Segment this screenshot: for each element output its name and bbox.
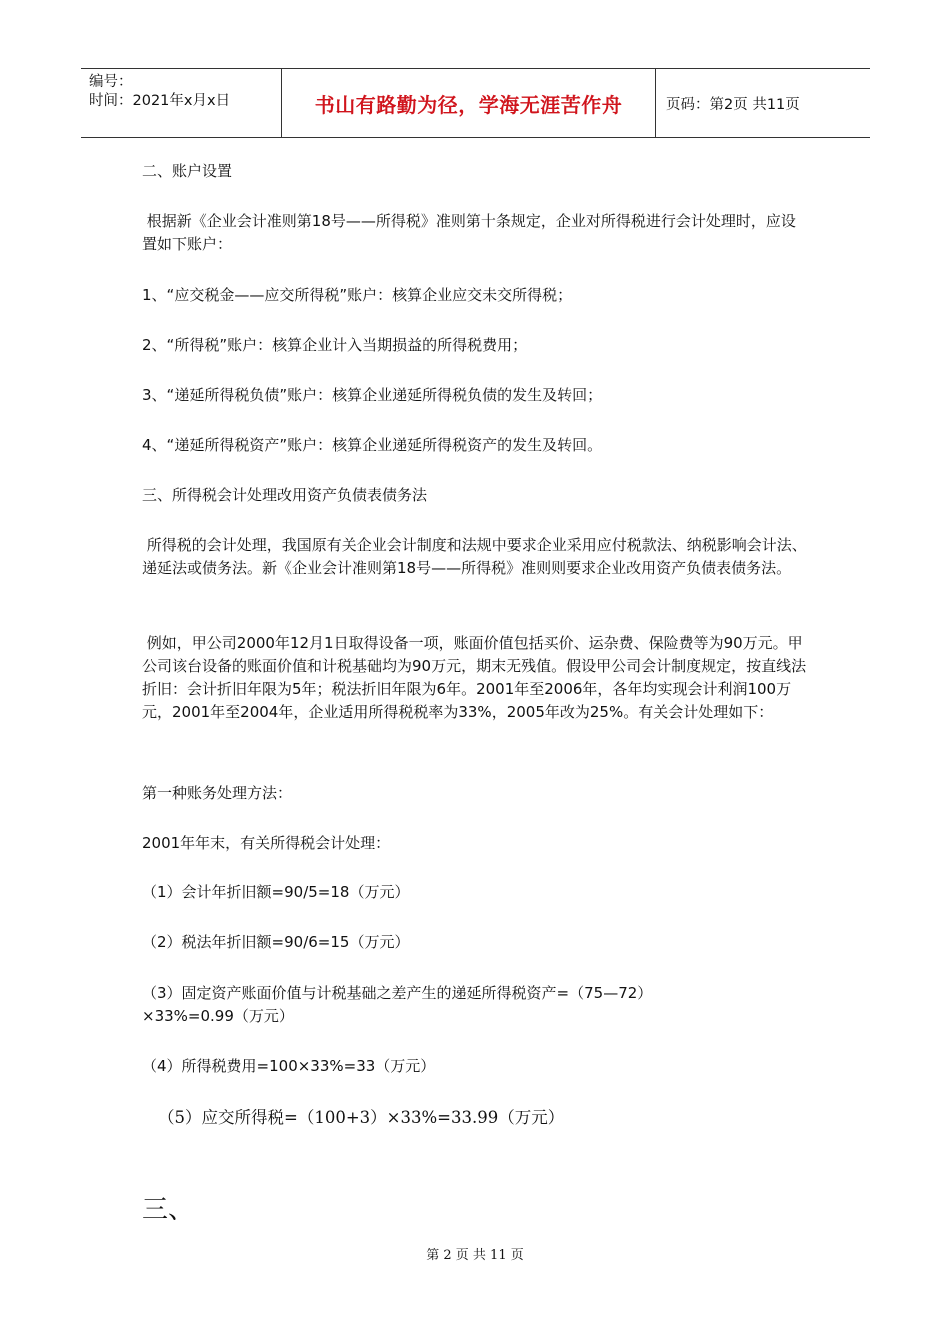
paragraph-2001-year-end: 2001年年末，有关所得税会计处理：: [142, 834, 391, 852]
paragraph-accounts-intro: 根据新《企业会计准则第18号——所得税》准则第十条规定，企业对所得税进行会计处理时，应设置如下账户：: [142, 212, 796, 253]
calc-item-5: （5）应交所得税=（100+3）×33%=33.99（万元）: [158, 1108, 565, 1127]
section-heading-method: 三、所得税会计处理改用资产负债表债务法: [142, 486, 428, 504]
calc-item-3: （3）固定资产账面价值与计税基础之差产生的递延所得税资产=（75—72）×33%=0.99（万元）: [142, 984, 653, 1025]
paragraph-example: 例如，甲公司2000年12月1日取得设备一项，账面价值包括买价、运杂费、保险费等为90万元。甲公司该台设备的账面价值和计税基础均为90万元，期末无残值。假设甲公司会计制度规定，按直线法折旧：会计折旧年限为5年；税法折旧年限为6年。2001年至2006年，各年均实现会计利润100万元，2001年至2004年，企业适用所得税税率为33%，2005年改为25%。有关会计处理如下：: [142, 634, 807, 721]
list-item-2: 2、“所得税”账户：核算企业计入当期损益的所得税费用；: [142, 336, 528, 354]
time-line: 时间：2021年x月x日: [89, 93, 231, 109]
calc-item-4: （4）所得税费用=100×33%=33（万元）: [142, 1057, 436, 1075]
list-item-1: 1、“应交税金——应交所得税”账户：核算企业应交未交所得税；: [142, 286, 573, 304]
large-heading: 三、: [142, 1195, 195, 1225]
paragraph-method: 所得税的会计处理，我国原有关企业会计制度和法规中要求企业采用应付税款法、纳税影响会计法、递延法或债务法。新《企业会计准则第18号——所得税》准则则要求企业改用资产负债表债务法。: [142, 536, 807, 577]
paragraph-first-method: 第一种账务处理方法：: [142, 784, 293, 802]
calc-item-1: （1）会计年折旧额=90/5=18（万元）: [142, 883, 410, 901]
calc-item-2: （2）税法年折旧额=90/6=15（万元）: [142, 933, 410, 951]
list-item-4: 4、“递延所得税资产”账户：核算企业递延所得税资产的发生及转回。: [142, 436, 603, 454]
page-header: [81, 68, 870, 138]
page-footer: 第 2 页 共 11 页: [426, 1248, 524, 1263]
header-page-info: 页码：第2页 共11页: [666, 96, 800, 113]
header-motto: 书山有路勤为径，学海无涯苦作舟: [282, 69, 656, 137]
section-heading-accounts: 二、账户设置: [142, 162, 233, 180]
list-item-3: 3、“递延所得税负债”账户：核算企业递延所得税负债的发生及转回；: [142, 386, 603, 404]
number-label: 编号：: [89, 74, 133, 90]
header-left-cell: [81, 69, 282, 137]
